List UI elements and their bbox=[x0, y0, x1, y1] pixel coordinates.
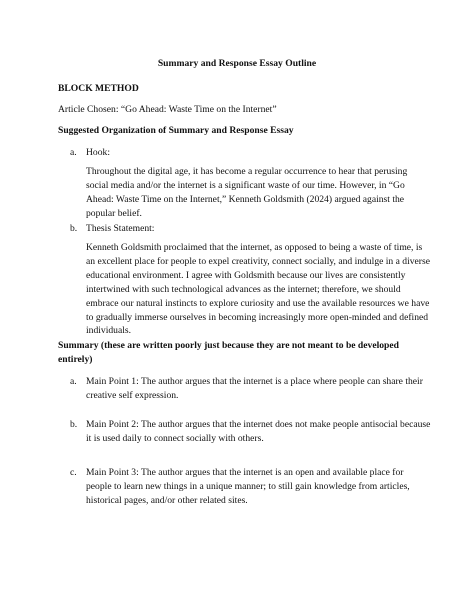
hook-label: Hook: bbox=[86, 147, 110, 158]
main-point-1-marker: a. bbox=[70, 376, 77, 387]
hook-marker: a. bbox=[70, 147, 77, 158]
article-chosen-line: Article Chosen: “Go Ahead: Waste Time on the Internet” bbox=[58, 104, 277, 115]
summary-heading: Summary (these are written poorly just because they are not meant to be developed entirely) bbox=[58, 340, 399, 365]
thesis-marker: b. bbox=[70, 223, 78, 234]
hook-text: Throughout the digital age, it has become a regular occurrence to hear that perusing social media and/or the internet is a significant waste of our time. However, in “Go Ahead: Waste Time on the Internet,” Kenneth Goldsmith (2024) argued against the popular belief. bbox=[86, 166, 408, 219]
thesis-label: Thesis Statement: bbox=[86, 223, 155, 234]
method-heading: BLOCK METHOD bbox=[58, 83, 139, 94]
main-point-2-text: Main Point 2: The author argues that the internet does not make people antisocial because it is used daily to connect socially with others. bbox=[86, 419, 431, 444]
main-point-1-text: Main Point 1: The author argues that the internet is a place where people can share their creative self expression. bbox=[86, 376, 423, 401]
document-title: Summary and Response Essay Outline bbox=[157, 58, 317, 69]
organization-heading: Suggested Organization of Summary and Response Essay bbox=[58, 125, 294, 136]
main-point-3-marker: c. bbox=[70, 467, 77, 478]
main-point-3-text: Main Point 3: The author argues that the internet is an open and available place for people to learn new things in a unique manner; to still gain knowledge from articles, historical pages, and/or other related sites. bbox=[86, 467, 410, 506]
thesis-text: Kenneth Goldsmith proclaimed that the internet, as opposed to being a waste of time, is an excellent place for people to expel creativity, connect socially, and indulge in a diverse educational environment. I agree with Goldsmith because our lives are consistently intertwined with such technological advances as the internet; therefore, we should embrace our natural instincts to explore curiosity and use the available resources we have to gradually immerse ourselves in becoming increasingly more open-minded and defined individuals. bbox=[86, 242, 430, 337]
main-point-2-marker: b. bbox=[70, 419, 78, 430]
